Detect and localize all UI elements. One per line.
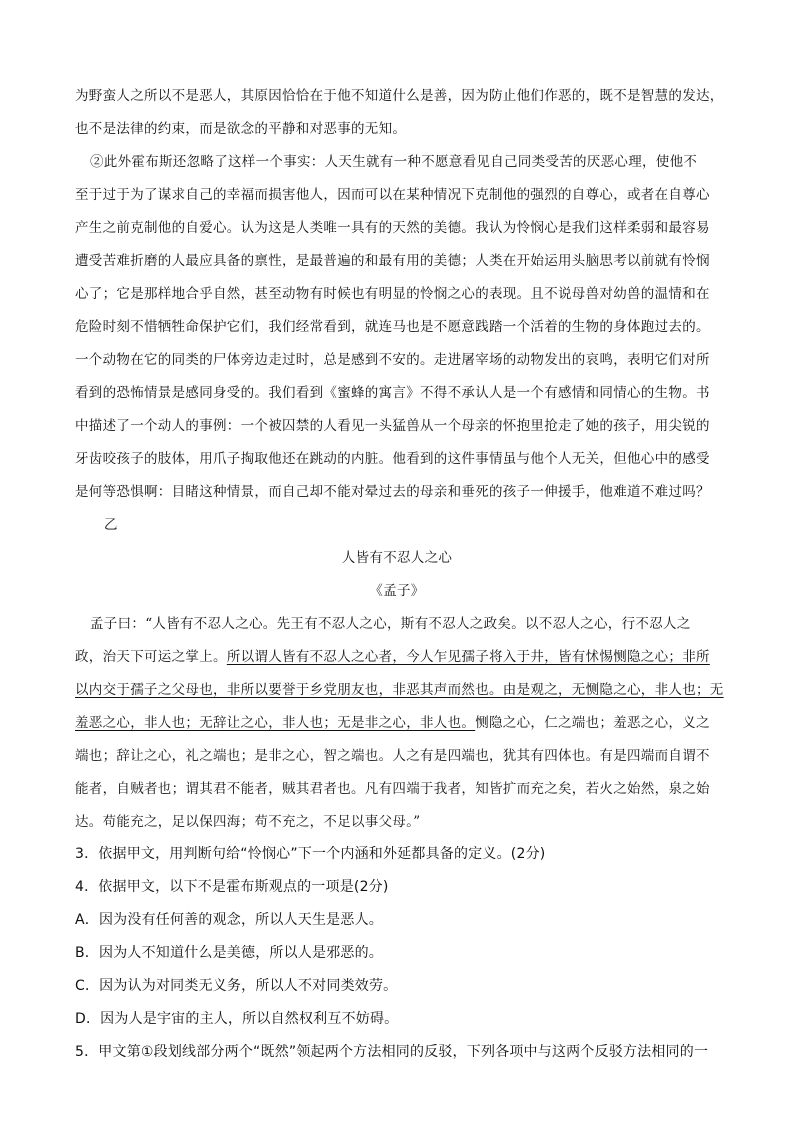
question-5: 5．甲文第①段划线部分两个“既然”领起两个方法相同的反驳，下列各项中与这两个反驳方法相同的一 [75, 1044, 709, 1060]
jia-p2-line-6: 危险时刻不惜牺牲命保护它们，我们经常看到，就连马也是不愿意践踏一个活着的生物的身体跑过去的。 [75, 319, 710, 335]
jia-p2-line-9: 中描述了一个动人的事例：一个被囚禁的人看见一头猛兽从一个母亲的怀抱里抢走了她的孩子，用尖锐的 [75, 418, 710, 434]
yi-line-3-underlined: 以内交于孺子之父母也，非所以要誉于乡党朋友也，非恶其声而然也。由是观之，无恻隐之心，非人也；无 [75, 682, 724, 698]
question-4-option-d: D．因为人是宇宙的主人，所以自然权利互不妨碍。 [75, 1011, 399, 1027]
jia-p2-line-1: ②此外霍布斯还忽略了这样一个事实：人天生就有一种不愿意看见自己同类受苦的厌恶心理，使他不 [90, 154, 698, 170]
jia-p2-line-5: 心了；它是那样地合乎自然，甚至动物有时候也有明显的怜悯之心的表现。且不说母兽对幼兽的温情和在 [75, 286, 710, 302]
yi-line-2-underlined: 所以谓人皆有不忍人之心者，今人乍见孺子将入于井，皆有怵惕恻隐之心；非所 [226, 649, 710, 665]
question-4: 4．依据甲文，以下不是霍布斯观点的一项是(2分) [75, 879, 389, 895]
question-4-option-c: C．因为认为对同类无义务，所以人不对同类效劳。 [75, 978, 398, 994]
yi-line-4 [75, 711, 710, 731]
jia-p1-line-1: 为野蛮人之所以不是恶人，其原因恰恰在于他不知道什么是善，因为防止他们作恶的，既不是智慧的发达， [75, 88, 724, 104]
jia-p2-line-4: 遭受苦难折磨的人最应具备的禀性，是最普遍的和最有用的美德；人类在开始运用头脑思考以前就有怜悯 [75, 253, 710, 269]
yi-line-7: 达。苟能充之，足以保四海；苟不充之，不足以事父母。” [75, 814, 421, 830]
question-4-option-b: B．因为人不知道什么是美德，所以人是邪恶的。 [75, 945, 384, 961]
question-3: 3．依据甲文，用判断句给“怜悯心”下一个内涵和外延都具备的定义。(2分) [75, 846, 546, 862]
section-label-yi: 乙 [104, 517, 118, 533]
question-4-option-a: A．因为没有任何善的观念，所以人天生是恶人。 [75, 912, 383, 928]
jia-p2-line-7: 一个动物在它的同类的尸体旁边走过时，总是感到不安的。走进屠宰场的动物发出的哀鸣，表明它们对所 [75, 352, 710, 368]
yi-line-5: 端也；辞让之心，礼之端也；是非之心，智之端也。人之有是四端也，犹其有四体也。有是四端而自谓不 [75, 748, 710, 764]
jia-p2-line-10: 牙齿咬孩子的肢体，用爪子掏取他还在跳动的内脏。他看到的这件事情虽与他个人无关，但他心中的感受 [75, 451, 710, 467]
yi-author: 《孟子》 [369, 583, 425, 599]
yi-line-4-plain: 恻隐之心，仁之端也；羞恶之心，义之 [475, 715, 710, 731]
yi-line-3 [75, 678, 724, 698]
yi-line-1: 孟子曰：“人皆有不忍人之心。先王有不忍人之心，斯有不忍人之政矣。以不忍人之心，行不忍人之 [90, 616, 691, 632]
jia-p2-line-8: 看到的恐怖情景是感同身受的。我们看到《蜜蜂的寓言》不得不承认人是一个有感情和同情心的生物。书 [75, 385, 710, 401]
yi-line-2 [75, 645, 710, 665]
jia-p1-line-2: 也不是法律的约束，而是欲念的平静和对恶事的无知。 [75, 121, 407, 137]
jia-p2-line-3: 产生之前克制他的自爱心。认为这是人类唯一具有的天然的美德。我认为怜悯心是我们这样柔弱和最容易 [75, 220, 710, 236]
jia-p2-line-2: 至于过于为了谋求自己的幸福而损害他人，因而可以在某种情况下克制他的强烈的自尊心，或者在自尊心 [75, 187, 710, 203]
jia-p2-line-11: 是何等恐惧啊：目睹这种情景，而自己却不能对晕过去的母亲和垂死的孩子一伸援手，他难道不难过吗？ [75, 484, 710, 500]
yi-line-6: 能者，自贼者也；谓其君不能者，贼其君者也。凡有四端于我者，知皆扩而充之矣，若火之始然，泉之始 [75, 781, 710, 797]
yi-line-4-underlined: 羞恶之心，非人也；无辞让之心，非人也；无是非之心，非人也。 [75, 715, 476, 731]
yi-title: 人皆有不忍人之心 [341, 550, 453, 566]
yi-line-2-plain: 政，治天下可运之掌上。 [75, 649, 227, 665]
